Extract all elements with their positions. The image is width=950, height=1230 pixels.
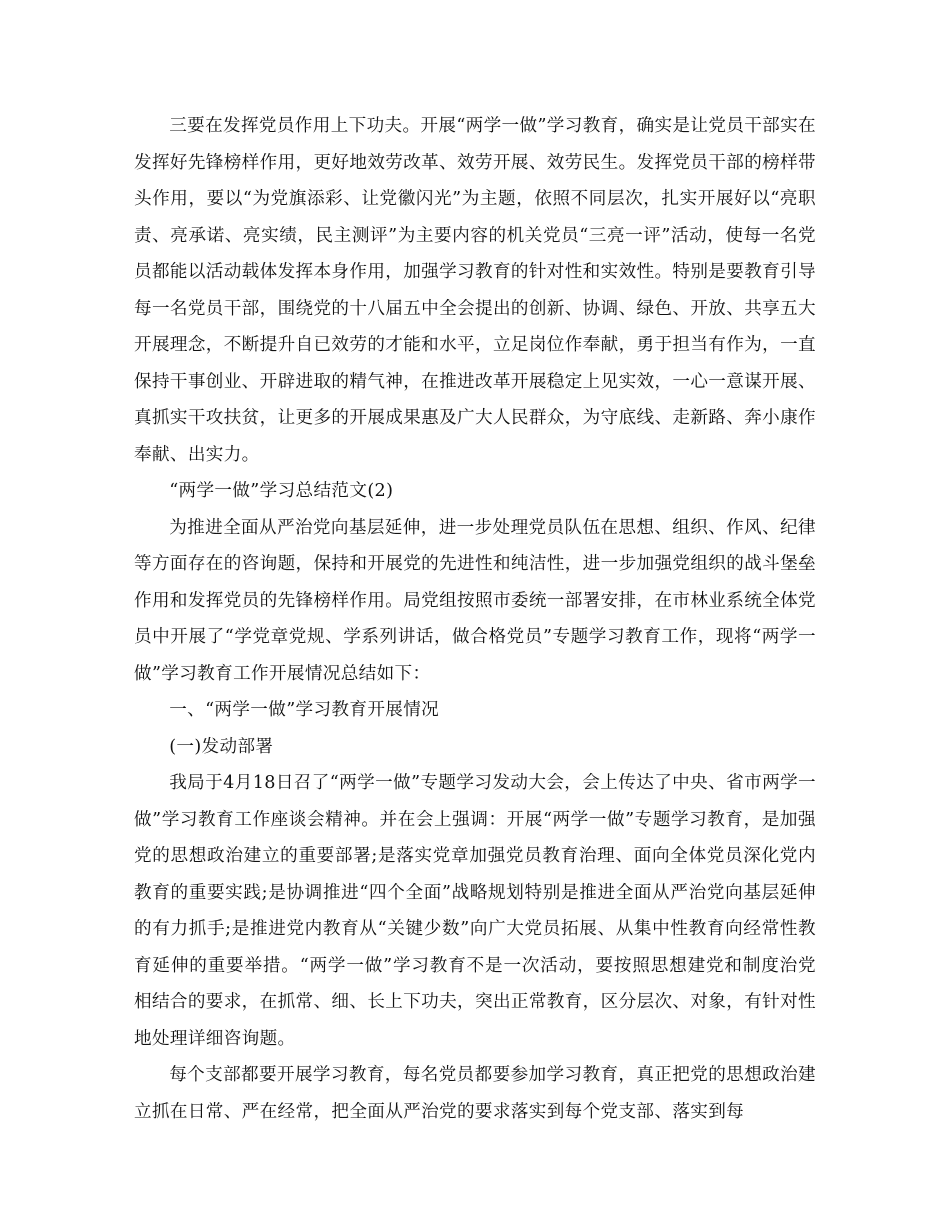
- paragraph-introduction: 为推进全面从严治党向基层延伸，进一步处理党员队伍在思想、组织、作风、纪律等方面存在的咨询题，保持和开展党的先进性和纯洁性，进一步加强党组织的战斗堡垒作用和发挥党员的先锋榜样作用。局党组按照市委统一部署安排，在市林业系统全体党员中开展了“学党章党规、学系列讲话，做合格党员”专题学习教育工作，现将“两学一做”学习教育工作开展情况总结如下：: [134, 517, 816, 684]
- document-body: [134, 108, 816, 1130]
- section-heading-1: 一、“两学一做”学习教育开展情况: [169, 700, 440, 720]
- subsection-heading-1: (一)发动部署: [169, 736, 274, 757]
- paragraph-branch-education: 每个支部都要开展学习教育，每名党员都要参加学习教育，真正把党的思想政治建立抓在日常、严在经常，把全面从严治党的要求落实到每个党支部、落实到每: [134, 1065, 816, 1122]
- paragraph-mobilization-meeting: 我局于4月18日召了“两学一做”专题学习发动大会，会上传达了中央、省市两学一做”学习教育工作座谈会精神。并在会上强调：开展“两学一做”专题学习教育，是加强党的思想政治建立的重要部署;是落实党章加强党员教育治理、面向全体党员深化党内教育的重要实践;是协调推进“四个全面”战略规划特别是推进全面从严治党向基层延伸的有力抓手;是推进党内教育从“关键少数”向广大党员拓展、从集中性教育向经常性教育延伸的重要举措。“两学一做”学习教育不是一次活动，要按照思想建党和制度治党相结合的要求，在抓常、细、长上下功夫，突出正常教育，区分层次、对象，有针对性地处理详细咨询题。: [134, 773, 816, 1049]
- paragraph-role-of-party-members: 三要在发挥党员作用上下功夫。开展“两学一做”学习教育，确实是让党员干部实在发挥好先锋榜样作用，更好地效劳改革、效劳开展、效劳民生。发挥党员干部的榜样带头作用，要以“为党旗添彩、让党徽闪光”为主题，依照不同层次，扎实开展好以“亮职责、亮承诺、亮实绩，民主测评”为主要内容的机关党员“三亮一评”活动，使每一名党员都能以活动载体发挥本身作用，加强学习教育的针对性和实效性。特别是要教育引导每一名党员干部，围绕党的十八届五中全会提出的创新、协调、绿色、开放、共享五大开展理念，不断提升自已效劳的才能和水平，立足岗位作奉献，勇于担当有作为，一直保持干事创业、开辟进取的精气神，在推进改革开展稳定上见实效，一心一意谋开展、真抓实干攻扶贫，让更多的开展成果惠及广大人民群众，为守底线、走新路、奔小康作奉献、出实力。: [134, 116, 816, 465]
- section-title: “两学一做”学习总结范文(2): [169, 481, 394, 501]
